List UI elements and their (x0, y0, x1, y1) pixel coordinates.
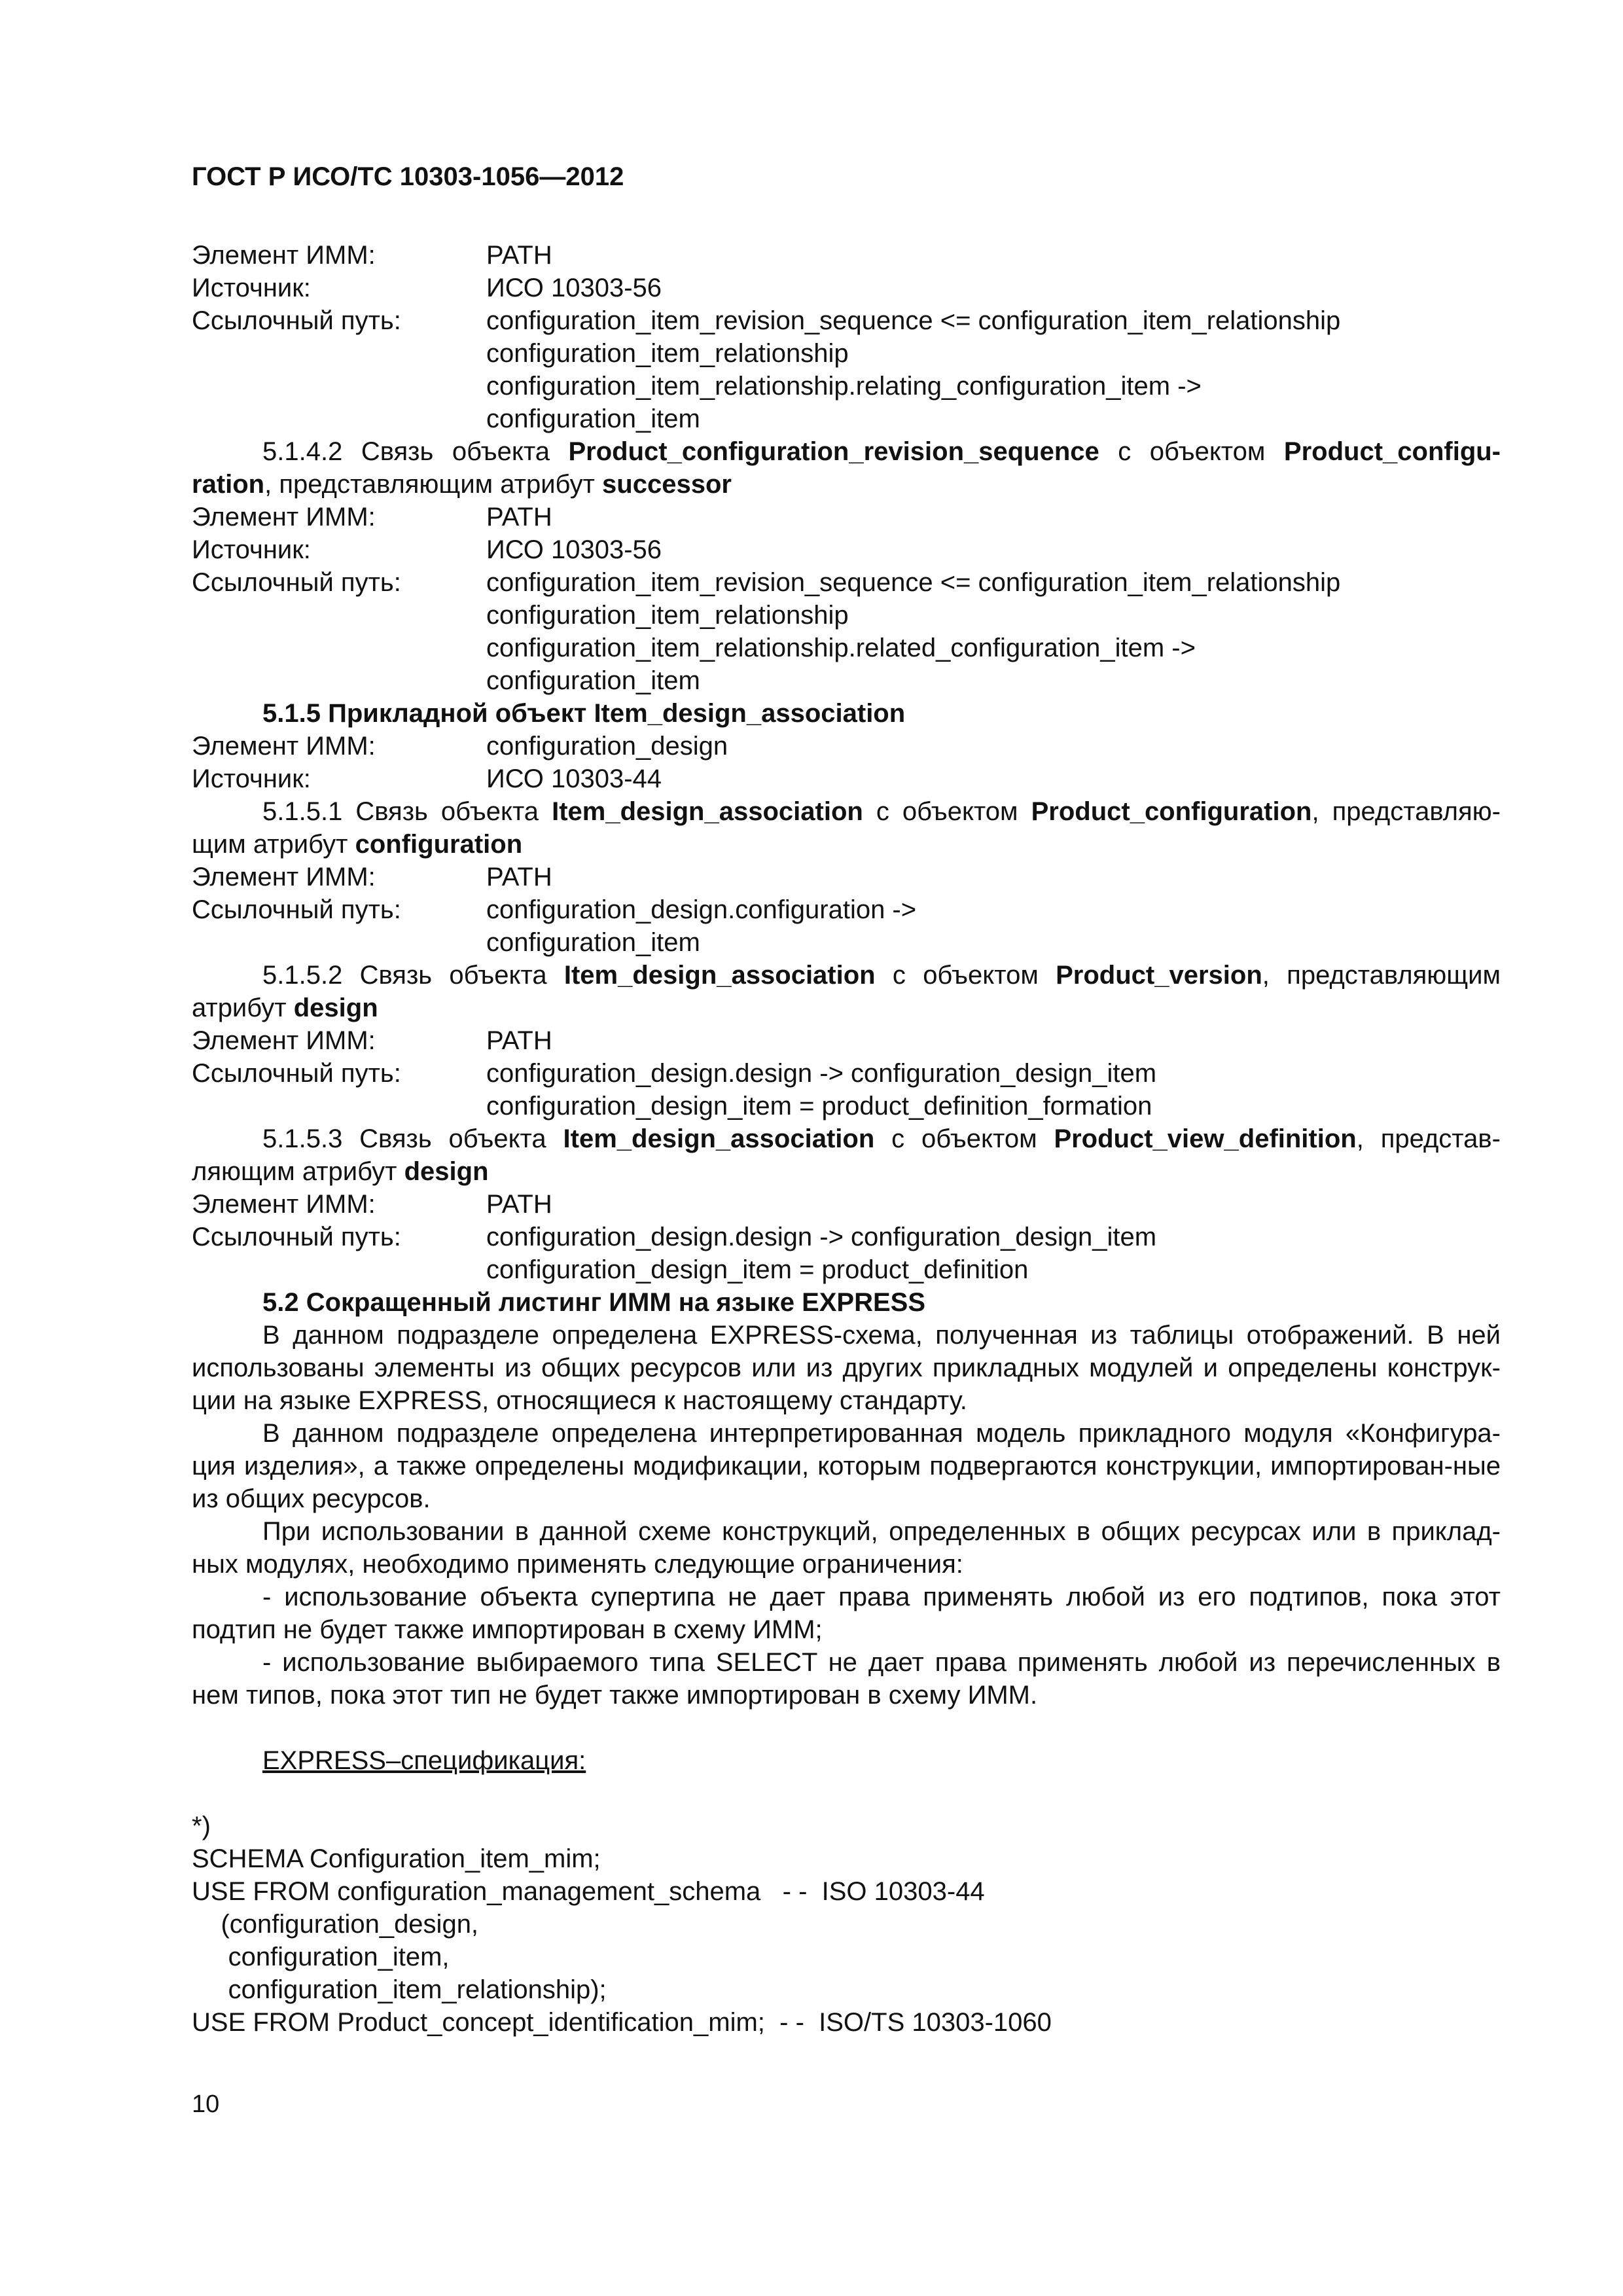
source-value: ИСО 10303-56 (486, 535, 662, 564)
code-line: configuration_item, (192, 1943, 450, 1971)
code-line: *) (192, 1812, 211, 1840)
clause-entity: Product_view_definition (1054, 1124, 1357, 1153)
reference-path-row (192, 566, 1501, 599)
clause-entity: Item_design_association (552, 797, 863, 826)
list-item: - использование выбираемого типа SELECT не дает права применять любой из перечисленных в нем типов, пока этот тип не будет также импортирован в схему ИММ. (192, 1648, 1501, 1710)
clause-text: , представ-ляющим атрибут (192, 1124, 1501, 1186)
reference-path-line: configuration_item_relationship.relating_configuration_item -> (486, 372, 1202, 401)
mim-element-row (192, 239, 1501, 272)
source-row (192, 272, 1501, 304)
clause-entity: Product_version (1056, 961, 1262, 990)
clause-entity: Product_configuration (1031, 797, 1312, 826)
code-line: (configuration_design, (192, 1910, 479, 1939)
clause-entity: Item_design_association (563, 961, 876, 990)
code-line: USE FROM configuration_management_schema - - ISO 10303-44 (192, 1877, 985, 1906)
body-paragraph: При использовании в данной схеме конструкций, определенных в общих ресурсах или в приклад-ных модулях, необходимо применять следующие ограничения: (192, 1517, 1501, 1579)
spacer (192, 1777, 1501, 1810)
clause-attribute: successor (602, 470, 732, 499)
mim-element-label: Элемент ИММ: (192, 503, 376, 531)
mim-element-value: PATH (486, 503, 552, 531)
code-line: configuration_item_relationship); (192, 1975, 607, 2004)
mim-element-row (192, 730, 1501, 762)
code-line: SCHEMA Configuration_item_mim; (192, 1844, 601, 1873)
reference-path-label: Ссылочный путь: (192, 1223, 401, 1251)
standard-designation: ГОСТ Р ИСО/ТС 10303-1056—2012 (192, 162, 624, 191)
clause-5-1-5-1 (192, 795, 1501, 861)
clause-text: с объектом (1099, 437, 1284, 466)
source-row (192, 762, 1501, 795)
clause-text: 5.1.5.3 Связь объекта (262, 1124, 563, 1153)
source-value: ИСО 10303-44 (486, 764, 662, 793)
reference-path-label: Ссылочный путь: (192, 895, 401, 924)
clause-attribute: design (404, 1157, 489, 1186)
list-item: - использование объекта супертипа не дает права применять любой из его подтипов, пока этот подтип не будет также импортирован в схему ИММ; (192, 1583, 1501, 1644)
clause-5-1-5-3 (192, 1122, 1501, 1188)
source-label: Источник: (192, 274, 311, 302)
clause-text: , представляю-щим атрибут (192, 797, 1501, 859)
reference-path-line: configuration_item_revision_sequence <= configuration_item_relationship (486, 568, 1341, 597)
page-number: 10 (192, 2090, 220, 2118)
reference-path-row (192, 1221, 1501, 1253)
source-value: ИСО 10303-56 (486, 274, 662, 302)
clause-text: 5.1.5.1 Связь объекта (262, 797, 552, 826)
reference-path-row (192, 1057, 1501, 1090)
reference-path-row (192, 893, 1501, 926)
mim-element-row (192, 501, 1501, 533)
clause-attribute: design (293, 994, 378, 1022)
mim-element-row (192, 1188, 1501, 1221)
reference-path-line: configuration_item (486, 928, 700, 957)
code-line: USE FROM Product_concept_identification_mim; - - ISO/TS 10303-1060 (192, 2008, 1052, 2037)
reference-path-line: configuration_item (486, 404, 700, 433)
mim-element-row (192, 1024, 1501, 1057)
clause-entity: Item_design_association (563, 1124, 875, 1153)
clause-text: , представляющим атрибут (192, 961, 1501, 1022)
reference-path-label: Ссылочный путь: (192, 568, 401, 597)
mim-element-value: PATH (486, 241, 552, 270)
body-paragraph: В данном подразделе определена интерпретированная модель прикладного модуля «Конфигура-ция изделия», а также определены модификации, которым подвергаются конструкции, импортирован-ные из общих ресурсов. (192, 1419, 1501, 1513)
mim-element-row (192, 861, 1501, 893)
mim-element-value: PATH (486, 1026, 552, 1055)
clause-text: с объектом (874, 1124, 1054, 1153)
mim-element-label: Элемент ИММ: (192, 1190, 376, 1219)
spacer (192, 1712, 1501, 1744)
clause-attribute: configuration (355, 830, 523, 859)
section-heading-5-1-5: 5.1.5 Прикладной объект Item_design_association (262, 699, 906, 728)
clause-text: 5.1.5.2 Связь объекта (262, 961, 564, 990)
clause-text: , представляющим атрибут (264, 470, 603, 499)
reference-path-row (192, 304, 1501, 337)
clause-entity: Product_configu-ration (192, 437, 1501, 499)
express-spec-label: EXPRESS–спецификация: (262, 1746, 586, 1775)
page-content (192, 239, 1501, 2039)
reference-path-line: configuration_design_item = product_definition_formation (486, 1092, 1152, 1121)
clause-text: 5.1.4.2 Связь объекта (262, 437, 569, 466)
mim-element-label: Элемент ИММ: (192, 241, 376, 270)
reference-path-line: configuration_design.design -> configuration_design_item (486, 1059, 1157, 1088)
reference-path-line: configuration_design.design -> configuration_design_item (486, 1223, 1157, 1251)
clause-text: с объектом (863, 797, 1031, 826)
mim-element-value: configuration_design (486, 732, 728, 761)
source-row (192, 533, 1501, 566)
reference-path-label: Ссылочный путь: (192, 306, 401, 335)
reference-path-line: configuration_item_relationship (486, 339, 849, 368)
reference-path-line: configuration_item_revision_sequence <= configuration_item_relationship (486, 306, 1341, 335)
reference-path-line: configuration_item (486, 666, 700, 695)
mim-element-value: PATH (486, 1190, 552, 1219)
mim-element-value: PATH (486, 863, 552, 891)
mim-element-label: Элемент ИММ: (192, 863, 376, 891)
source-label: Источник: (192, 535, 311, 564)
mim-element-label: Элемент ИММ: (192, 1026, 376, 1055)
section-heading-5-2: 5.2 Сокращенный листинг ИММ на языке EXPRESS (262, 1288, 926, 1317)
reference-path-line: configuration_design.configuration -> (486, 895, 917, 924)
clause-entity: Product_configuration_revision_sequence (568, 437, 1099, 466)
mim-element-label: Элемент ИММ: (192, 732, 376, 761)
clause-5-1-4-2 (192, 435, 1501, 501)
clause-text: с объектом (875, 961, 1056, 990)
reference-path-line: configuration_design_item = product_definition (486, 1255, 1029, 1284)
reference-path-line: configuration_item_relationship (486, 601, 849, 630)
source-label: Источник: (192, 764, 311, 793)
clause-5-1-5-2 (192, 959, 1501, 1024)
body-paragraph: В данном подразделе определена EXPRESS-схема, полученная из таблицы отображений. В ней использованы элементы из общих ресурсов или из других прикладных модулей и определены конструк-ции на языке EXPRESS, относящиеся к настоящему стандарту. (192, 1321, 1501, 1415)
reference-path-line: configuration_item_relationship.related_configuration_item -> (486, 634, 1196, 662)
express-code-block (192, 1810, 1501, 2039)
reference-path-label: Ссылочный путь: (192, 1059, 401, 1088)
